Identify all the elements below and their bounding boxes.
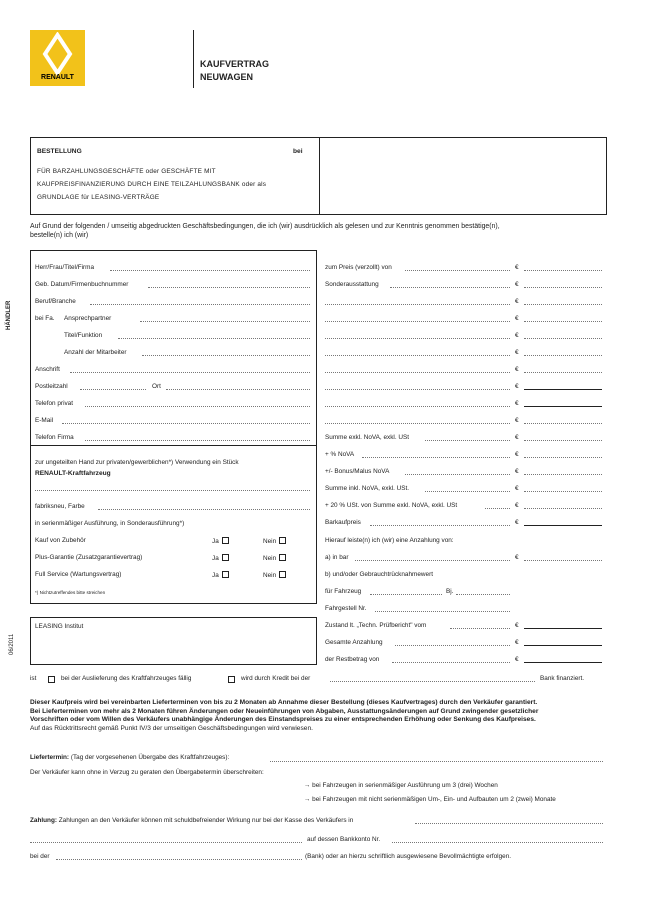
- phone-private-label: Telefon privat: [35, 400, 74, 407]
- title-line-1: KAUFVERTRAG: [200, 59, 269, 69]
- intro-line-1: Auf Grund der folgenden / umseitig abgedruckten Geschäftsbedingungen, die ich (wir) ausdrücklich als gelesen und zur Kenntnis genommen bestätige(n),: [30, 223, 500, 230]
- delivery-rule-1: → bei Fahrzeugen in serienmäßiger Ausführung um 3 (drei) Wochen: [304, 782, 498, 789]
- cash-price-input[interactable]: [524, 525, 602, 526]
- cash-input[interactable]: [524, 560, 602, 561]
- total-down-label: Gesamte Anzahlung: [325, 639, 383, 646]
- account-label: auf dessen Bankkonto Nr.: [307, 836, 381, 843]
- full-service-yes[interactable]: [212, 571, 229, 580]
- plus-warranty-no[interactable]: [263, 554, 286, 563]
- intro-line-2: bestelle(n) ich (wir): [30, 232, 89, 239]
- guarantee-line-2: Bei Lieferterminen von mehr als 2 Monaten führen Änderungen oder Neueinführungen von Abgaben, Ausstattungsänderungen auf Grund zwingender gesetzlicher: [30, 707, 539, 715]
- leasing-label: LEASING Institut: [35, 623, 84, 630]
- cash-price-label: Barkaufpreis: [325, 519, 361, 526]
- special-item-3[interactable]: [325, 338, 510, 339]
- payment-holder-input[interactable]: [30, 842, 302, 843]
- checkbox-icon[interactable]: [222, 554, 229, 561]
- price-label: zum Preis (verzollt) von: [325, 264, 392, 271]
- delivery-rule-2: → bei Fahrzeugen mit nicht serienmäßigen Um-, Ein- und Aufbauten um 2 (zwei) Monate: [304, 796, 556, 803]
- euro-symbol: €: [515, 451, 519, 458]
- euro-symbol: €: [515, 383, 519, 390]
- city-label: Ort: [152, 383, 161, 390]
- order-line-1: FÜR BARZAHLUNGSGESCHÄFTE oder GESCHÄFTE MIT: [37, 168, 216, 175]
- leader-dots: [405, 474, 510, 475]
- version-label: in serienmäßiger Ausführung, in Sonderausführung*): [35, 520, 185, 527]
- payment-location-input[interactable]: [415, 823, 603, 824]
- special-label: Sonderausstattung: [325, 281, 379, 288]
- remaining-input[interactable]: [524, 662, 602, 663]
- dob-input[interactable]: [148, 287, 310, 288]
- usage-label: zur ungeteilten Hand zur privaten/gewerblichen*) Verwendung ein Stück: [35, 459, 239, 466]
- account-input[interactable]: [392, 842, 603, 843]
- delivery-input[interactable]: [270, 761, 603, 762]
- checkbox-icon[interactable]: [279, 537, 286, 544]
- year-input[interactable]: [456, 594, 510, 595]
- accessories-label: Kauf von Zubehör: [35, 537, 86, 544]
- footnote: *) Nichtzutreffendes bitte streichen: [35, 590, 106, 595]
- employees-label: Anzahl der Mitarbeiter: [64, 349, 127, 356]
- vat-label: + 20 % USt. von Summe exkl. NoVA, exkl. USt: [325, 502, 458, 509]
- renault-diamond-icon: [30, 32, 85, 76]
- no-label: Nein: [263, 572, 277, 579]
- leader-dots: [370, 525, 510, 526]
- euro-symbol: €: [515, 366, 519, 373]
- euro-symbol: €: [515, 315, 519, 322]
- nova-input[interactable]: [524, 457, 602, 458]
- phone-company-input[interactable]: [85, 440, 310, 441]
- price-label-fill[interactable]: [405, 270, 510, 271]
- payment-text: Zahlungen an den Verkäufer können mit schuldbefreiender Wirkung nur bei der Kasse des Verkäufers in: [58, 817, 354, 824]
- amount-item-5[interactable]: [524, 372, 602, 373]
- leader-dots: [395, 645, 510, 646]
- dealer-side-label: HÄNDLER: [6, 300, 12, 330]
- euro-symbol: €: [515, 434, 519, 441]
- euro-symbol: €: [515, 622, 519, 629]
- contact-label: Ansprechpartner: [64, 315, 112, 322]
- order-title: BESTELLUNG: [37, 148, 82, 155]
- for-vehicle-label: für Fahrzeug: [325, 588, 362, 595]
- condition-input[interactable]: [450, 628, 510, 629]
- euro-symbol: €: [515, 639, 519, 646]
- euro-symbol: €: [515, 281, 519, 288]
- postcode-label: Postleitzahl: [35, 383, 68, 390]
- name-label: Herr/Frau/Titel/Firma: [35, 264, 95, 271]
- delivery-row: [30, 754, 229, 762]
- special-item-1[interactable]: [325, 304, 510, 305]
- special-item-8[interactable]: [325, 423, 510, 424]
- yes-label: Ja: [212, 538, 219, 545]
- amount-item-6[interactable]: [524, 389, 602, 390]
- checkbox-icon[interactable]: [279, 554, 286, 561]
- on-delivery-label: bei der Auslieferung des Kraftfahrzeuges fällig: [61, 675, 192, 682]
- credit-checkbox[interactable]: [228, 676, 235, 683]
- credit-bank-input[interactable]: [330, 681, 535, 682]
- dob-label: Geb. Datum/Firmenbuchnummer: [35, 281, 129, 288]
- order-line-3: GRUNDLAGE für LEASING-VERTRÄGE: [37, 194, 160, 201]
- job-label: Beruf/Branche: [35, 298, 76, 305]
- remaining-label: der Restbetrag von: [325, 656, 380, 663]
- renault-logo: [30, 30, 85, 86]
- full-service-no[interactable]: [263, 571, 286, 580]
- special-item-2[interactable]: [325, 321, 510, 322]
- employees-input[interactable]: [142, 355, 310, 356]
- down-payment-label: Hierauf leiste(n) ich (wir) eine Anzahlung von:: [325, 537, 454, 544]
- euro-symbol: €: [515, 519, 519, 526]
- phone-company-label: Telefon Firma: [35, 434, 74, 441]
- email-input[interactable]: [62, 423, 310, 424]
- contact-input[interactable]: [140, 321, 310, 322]
- amount-item-2[interactable]: [524, 321, 602, 322]
- logo-text: RENAULT: [41, 74, 74, 81]
- sum-incl-input[interactable]: [524, 491, 602, 492]
- leader-dots: [355, 560, 510, 561]
- euro-symbol: €: [515, 485, 519, 492]
- trade-in-input[interactable]: [524, 628, 602, 629]
- postcode-input[interactable]: [80, 389, 146, 390]
- customer-box-divider: [30, 445, 317, 446]
- address-input[interactable]: [70, 372, 310, 373]
- phone-private-input[interactable]: [85, 406, 310, 407]
- city-input[interactable]: [166, 389, 310, 390]
- bonus-label: +/- Bonus/Malus NoVA: [325, 468, 390, 475]
- sum-excl-input[interactable]: [524, 440, 602, 441]
- euro-symbol: €: [515, 332, 519, 339]
- leader-dots: [485, 508, 510, 509]
- bank-name-input[interactable]: [56, 859, 302, 860]
- no-label: Nein: [263, 555, 277, 562]
- function-input[interactable]: [118, 338, 310, 339]
- amount-item-8[interactable]: [524, 423, 602, 424]
- vehicle-input[interactable]: [35, 490, 310, 491]
- chassis-input[interactable]: [375, 611, 510, 612]
- at-label: bei der: [30, 853, 50, 860]
- title-line-2: NEUWAGEN: [200, 72, 254, 82]
- euro-symbol: €: [515, 349, 519, 356]
- vehicle-label: RENAULT-Kraftfahrzeug: [35, 470, 111, 477]
- date-code: 06/2011: [9, 633, 15, 655]
- nova-label: + % NoVA: [325, 451, 355, 458]
- order-line-2: KAUFPREISFINANZIERUNG DURCH EINE TEILZAHLUNGSBANK oder als: [37, 181, 267, 188]
- for-vehicle-input[interactable]: [370, 594, 442, 595]
- trade-in-label: b) und/oder Gebrauchtrücknahmewert: [325, 571, 433, 578]
- checkbox-icon[interactable]: [279, 571, 286, 578]
- checkbox-icon[interactable]: [222, 537, 229, 544]
- ist-label: ist: [30, 675, 37, 682]
- yes-label: Ja: [212, 555, 219, 562]
- amount-item-3[interactable]: [524, 338, 602, 339]
- credit-label: wird durch Kredit bei der: [241, 675, 311, 682]
- on-delivery-checkbox[interactable]: [48, 676, 55, 683]
- amount-price[interactable]: [524, 270, 602, 271]
- sum-incl-label: Summe inkl. NoVA, exkl. USt.: [325, 485, 410, 492]
- total-down-input[interactable]: [524, 645, 602, 646]
- payment-label: Zahlung:: [30, 817, 57, 824]
- checkbox-icon[interactable]: [222, 571, 229, 578]
- accessories-yes[interactable]: [212, 537, 229, 546]
- euro-symbol: €: [515, 400, 519, 407]
- email-label: E-Mail: [35, 417, 54, 424]
- special-label-fill[interactable]: [390, 287, 510, 288]
- color-input[interactable]: [98, 509, 310, 510]
- accessories-no[interactable]: [263, 537, 286, 546]
- payment-tail: (Bank) oder an hierzu schriftlich ausgewiesene Bevollmächtigte erfolgen.: [305, 853, 512, 860]
- special-item-4[interactable]: [325, 355, 510, 356]
- amount-item-1[interactable]: [524, 304, 602, 305]
- cash-label: a) in bar: [325, 554, 349, 561]
- guarantee-text: [30, 699, 610, 733]
- name-input[interactable]: [110, 270, 310, 271]
- leader-dots: [392, 662, 510, 663]
- payment-row: [30, 817, 353, 825]
- amount-item-7[interactable]: [524, 406, 602, 407]
- color-label: fabriksneu, Farbe: [35, 503, 85, 510]
- leader-dots: [425, 440, 510, 441]
- euro-symbol: €: [515, 298, 519, 305]
- delivery-text: (Tag der vorgesehenen Übergabe des Kraftfahrzeuges):: [70, 754, 230, 761]
- address-label: Anschrift: [35, 366, 60, 373]
- euro-symbol: €: [515, 656, 519, 663]
- chassis-label: Fahrgestell Nr.: [325, 605, 367, 612]
- euro-symbol: €: [515, 264, 519, 271]
- delivery-label: Liefertermin:: [30, 754, 70, 761]
- sum-excl-label: Summe exkl. NoVA, exkl. USt: [325, 434, 410, 441]
- leader-dots: [425, 491, 510, 492]
- order-box-divider: [319, 137, 320, 215]
- euro-symbol: €: [515, 554, 519, 561]
- special-item-5[interactable]: [325, 372, 510, 373]
- header-divider: [193, 30, 194, 88]
- euro-symbol: €: [515, 417, 519, 424]
- plus-warranty-label: Plus-Garantie (Zusatzgarantievertrag): [35, 554, 143, 561]
- condition-label: Zustand lt. „Techn. Prüfbericht" vom: [325, 622, 427, 629]
- order-dealer-field[interactable]: [321, 139, 605, 213]
- guarantee-line-4: Auf das Rücktrittsrecht gemäß Punkt IV/3 der umseitigen Geschäftsbedingungen wird verwiesen.: [30, 724, 313, 732]
- bonus-input[interactable]: [524, 474, 602, 475]
- function-label: Titel/Funktion: [64, 332, 103, 339]
- euro-symbol: €: [515, 502, 519, 509]
- plus-warranty-yes[interactable]: [212, 554, 229, 563]
- amount-special[interactable]: [524, 287, 602, 288]
- year-label: Bj.: [446, 588, 454, 595]
- special-item-7[interactable]: [325, 406, 510, 407]
- special-item-6[interactable]: [325, 389, 510, 390]
- euro-symbol: €: [515, 468, 519, 475]
- yes-label: Ja: [212, 572, 219, 579]
- full-service-label: Full Service (Wartungsvertrag): [35, 571, 122, 578]
- delivery-default-text: Der Verkäufer kann ohne in Verzug zu geraten den Übergabetermin überschreiten:: [30, 769, 264, 776]
- job-input[interactable]: [90, 304, 310, 305]
- contact-prefix: bei Fa.: [35, 315, 55, 322]
- order-bei: bei: [293, 148, 303, 155]
- no-label: Nein: [263, 538, 277, 545]
- guarantee-line-1: Dieser Kaufpreis wird bei vereinbarten Lieferterminen von bis zu 2 Monaten ab Annahme dieser Bestellung (dieses Kaufvertrages) durch den Verkäufer garantiert.: [30, 699, 538, 706]
- vat-input[interactable]: [524, 508, 602, 509]
- amount-item-4[interactable]: [524, 355, 602, 356]
- bank-label: Bank finanziert.: [540, 675, 585, 682]
- leader-dots: [362, 457, 510, 458]
- guarantee-line-3: Vorschriften oder vom Willen des Verkäufers unabhängige Änderungen des Einstandspreises zu einer entsprechenden Erhöhung oder Senkung des Kaufpreises.: [30, 716, 536, 724]
